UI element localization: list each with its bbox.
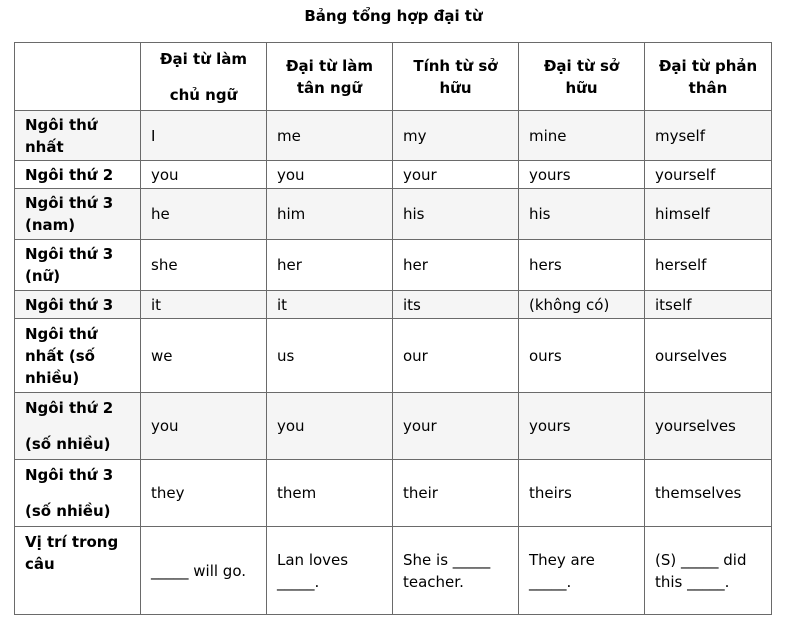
row-label: Ngôi thứ 3 (nam) <box>15 189 141 240</box>
cell-object: you <box>267 393 393 460</box>
cell-reflexive: myself <box>645 111 772 161</box>
cell-possessive-pronoun: theirs <box>519 460 645 527</box>
cell-subject: you <box>141 161 267 189</box>
header-object-pronoun: Đại từ làm tân ngữ <box>267 43 393 111</box>
row-label: Ngôi thứ 3 (nữ) <box>15 240 141 291</box>
table-row <box>15 319 772 393</box>
table-row <box>15 527 772 615</box>
cell-subject: it <box>141 291 267 319</box>
cell-subject: she <box>141 240 267 291</box>
cell-possessive-pronoun: hers <box>519 240 645 291</box>
row-label: Ngôi thứ 2 <box>15 161 141 189</box>
header-subject-pronoun <box>141 43 267 111</box>
cell-subject: they <box>141 460 267 527</box>
table-row <box>15 189 772 240</box>
table-row <box>15 393 772 460</box>
cell-possessive-adjective: their <box>393 460 519 527</box>
cell-possessive-pronoun: yours <box>519 161 645 189</box>
table-header-row <box>15 43 772 111</box>
cell-possessive-adjective: your <box>393 161 519 189</box>
cell-object: him <box>267 189 393 240</box>
table-row <box>15 161 772 189</box>
header-subject-line1: Đại từ làm <box>159 49 248 68</box>
cell-reflexive: yourself <box>645 161 772 189</box>
cell-object: you <box>267 161 393 189</box>
header-reflexive-pronoun: Đại từ phản thân <box>645 43 772 111</box>
cell-possessive-adjective: its <box>393 291 519 319</box>
cell-possessive-pronoun: They are _____. <box>519 527 645 615</box>
header-subject-line2: chủ ngữ <box>169 85 238 104</box>
pronoun-table <box>14 42 772 615</box>
header-possessive-adjective: Tính từ sở hữu <box>393 43 519 111</box>
cell-possessive-adjective: his <box>393 189 519 240</box>
cell-reflexive: themselves <box>645 460 772 527</box>
row-label: Ngôi thứ 3 <box>15 291 141 319</box>
cell-subject: _____ will go. <box>141 527 267 615</box>
row-label <box>15 460 141 527</box>
row-label: Ngôi thứ nhất (số nhiều) <box>15 319 141 393</box>
cell-reflexive: yourselves <box>645 393 772 460</box>
row-label <box>15 393 141 460</box>
row-label-line1: Ngôi thứ 3 <box>25 466 114 484</box>
cell-possessive-pronoun: mine <box>519 111 645 161</box>
cell-object: it <box>267 291 393 319</box>
cell-object: them <box>267 460 393 527</box>
cell-possessive-adjective: our <box>393 319 519 393</box>
row-label-line1: Ngôi thứ 2 <box>25 399 114 417</box>
header-possessive-pronoun: Đại từ sở hữu <box>519 43 645 111</box>
cell-subject: you <box>141 393 267 460</box>
cell-possessive-pronoun: ours <box>519 319 645 393</box>
page-title: Bảng tổng hợp đại từ <box>304 7 483 25</box>
cell-object: Lan loves _____. <box>267 527 393 615</box>
cell-possessive-adjective: She is _____ teacher. <box>393 527 519 615</box>
cell-object: her <box>267 240 393 291</box>
cell-possessive-adjective: my <box>393 111 519 161</box>
table-row <box>15 291 772 319</box>
table-row <box>15 240 772 291</box>
cell-subject: we <box>141 319 267 393</box>
cell-possessive-adjective: her <box>393 240 519 291</box>
table-row <box>15 111 772 161</box>
cell-object: me <box>267 111 393 161</box>
cell-reflexive: (S) _____ did this _____. <box>645 527 772 615</box>
table-row <box>15 460 772 527</box>
row-label: Vị trí trong câu <box>15 527 141 615</box>
cell-reflexive: itself <box>645 291 772 319</box>
header-corner-cell <box>15 43 141 111</box>
cell-reflexive: ourselves <box>645 319 772 393</box>
row-label: Ngôi thứ nhất <box>15 111 141 161</box>
cell-subject: he <box>141 189 267 240</box>
row-label-line2: (số nhiều) <box>25 435 111 453</box>
cell-possessive-adjective: your <box>393 393 519 460</box>
cell-possessive-pronoun: yours <box>519 393 645 460</box>
cell-object: us <box>267 319 393 393</box>
cell-possessive-pronoun: (không có) <box>519 291 645 319</box>
cell-reflexive: himself <box>645 189 772 240</box>
cell-subject: I <box>141 111 267 161</box>
cell-possessive-pronoun: his <box>519 189 645 240</box>
row-label-line2: (số nhiều) <box>25 502 111 520</box>
cell-reflexive: herself <box>645 240 772 291</box>
